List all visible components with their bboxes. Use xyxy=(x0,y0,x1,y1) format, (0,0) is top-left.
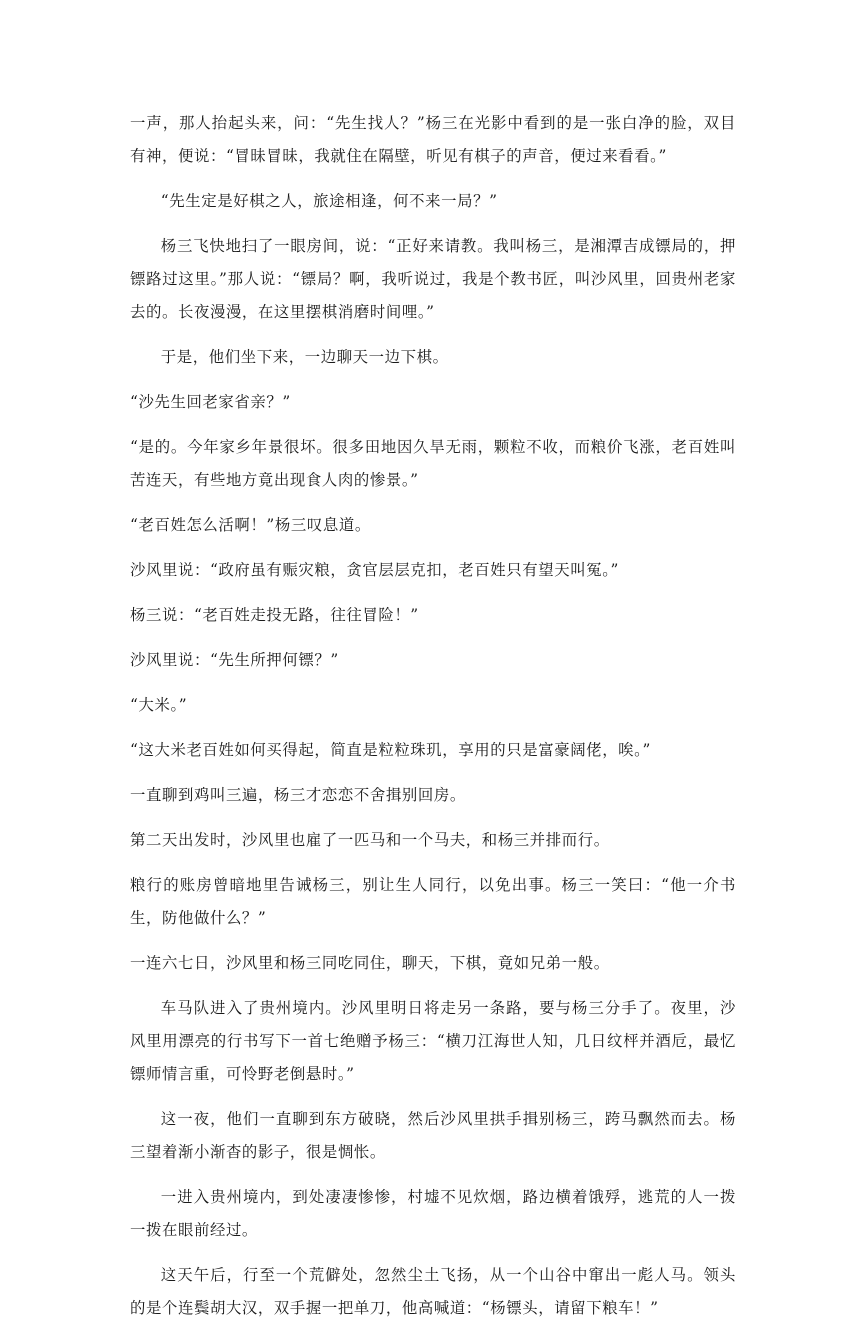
paragraph-19: 一进入贵州境内，到处凄凄惨惨，村墟不见炊烟，路边横着饿殍，逃荒的人一拨一拨在眼前经过。 xyxy=(130,1188,736,1239)
paragraph-15: 粮行的账房曾暗地里告诫杨三，别让生人同行，以免出事。杨三一笑曰：“他一介书生，防他做什么？” xyxy=(130,876,736,927)
paragraph-2: “先生定是好棋之人，旅途相逢，何不来一局？” xyxy=(160,192,498,210)
paragraph-4: 于是，他们坐下来，一边聊天一边下棋。 xyxy=(160,348,449,366)
paragraph-8: 沙风里说：“政府虽有赈灾粮，贪官层层克扣，老百姓只有望天叫冤。” xyxy=(130,561,619,579)
paragraph-10: 沙风里说：“先生所押何镖？” xyxy=(130,651,339,669)
paragraph-3: 杨三飞快地扫了一眼房间，说：“正好来请教。我叫杨三，是湘潭吉成镖局的，押镖路过这里。”那人说：“镖局？啊，我听说过，我是个教书匠，叫沙风里，回贵州老家去的。长夜漫漫，在这里摆棋消磨时间哩。” xyxy=(130,237,736,321)
paragraph-1: 一声，那人抬起头来，问：“先生找人？”杨三在光影中看到的是一张白净的脸，双目有神，便说：“冒昧冒昧，我就住在隔壁，听见有棋子的声音，便过来看看。” xyxy=(130,114,736,165)
paragraph-20: 这天午后，行至一个荒僻处，忽然尘土飞扬，从一个山谷中窜出一彪人马。领头的是个连鬓胡大汉，双手握一把单刀，他高喊道：“杨镖头，请留下粮车！” xyxy=(130,1266,736,1317)
paragraph-17: 车马队进入了贵州境内。沙风里明日将走另一条路，要与杨三分手了。夜里，沙风里用漂亮的行书写下一首七绝赠予杨三：“横刀江海世人知，几日纹枰并酒卮，最忆镖师情言重，可怜野老倒悬时。” xyxy=(130,999,736,1083)
paragraph-5: “沙先生回老家省亲？” xyxy=(130,393,291,411)
paragraph-12: “这大米老百姓如何买得起，简直是粒粒珠玑，享用的只是富豪阔佬，唉。” xyxy=(130,741,651,759)
paragraph-9: 杨三说：“老百姓走投无路，往往冒险！” xyxy=(130,606,419,624)
paragraph-14: 第二天出发时，沙风里也雇了一匹马和一个马夫，和杨三并排而行。 xyxy=(130,831,610,849)
paragraph-16: 一连六七日，沙风里和杨三同吃同住，聊天，下棋，竟如兄弟一般。 xyxy=(130,954,610,972)
paragraph-6: “是的。今年家乡年景很坏。很多田地因久旱无雨，颗粒不收，而粮价飞涨，老百姓叫苦连天，有些地方竟出现食人肉的惨景。” xyxy=(130,438,736,489)
body-text xyxy=(130,107,736,1325)
paragraph-13: 一直聊到鸡叫三遍，杨三才恋恋不舍揖别回房。 xyxy=(130,786,466,804)
paragraph-7: “老百姓怎么活啊！”杨三叹息道。 xyxy=(130,516,371,534)
paragraph-18: 这一夜，他们一直聊到东方破晓，然后沙风里拱手揖别杨三，跨马飘然而去。杨三望着渐小渐杳的影子，很是惆怅。 xyxy=(130,1110,736,1161)
paragraph-11: “大米。” xyxy=(130,696,188,714)
